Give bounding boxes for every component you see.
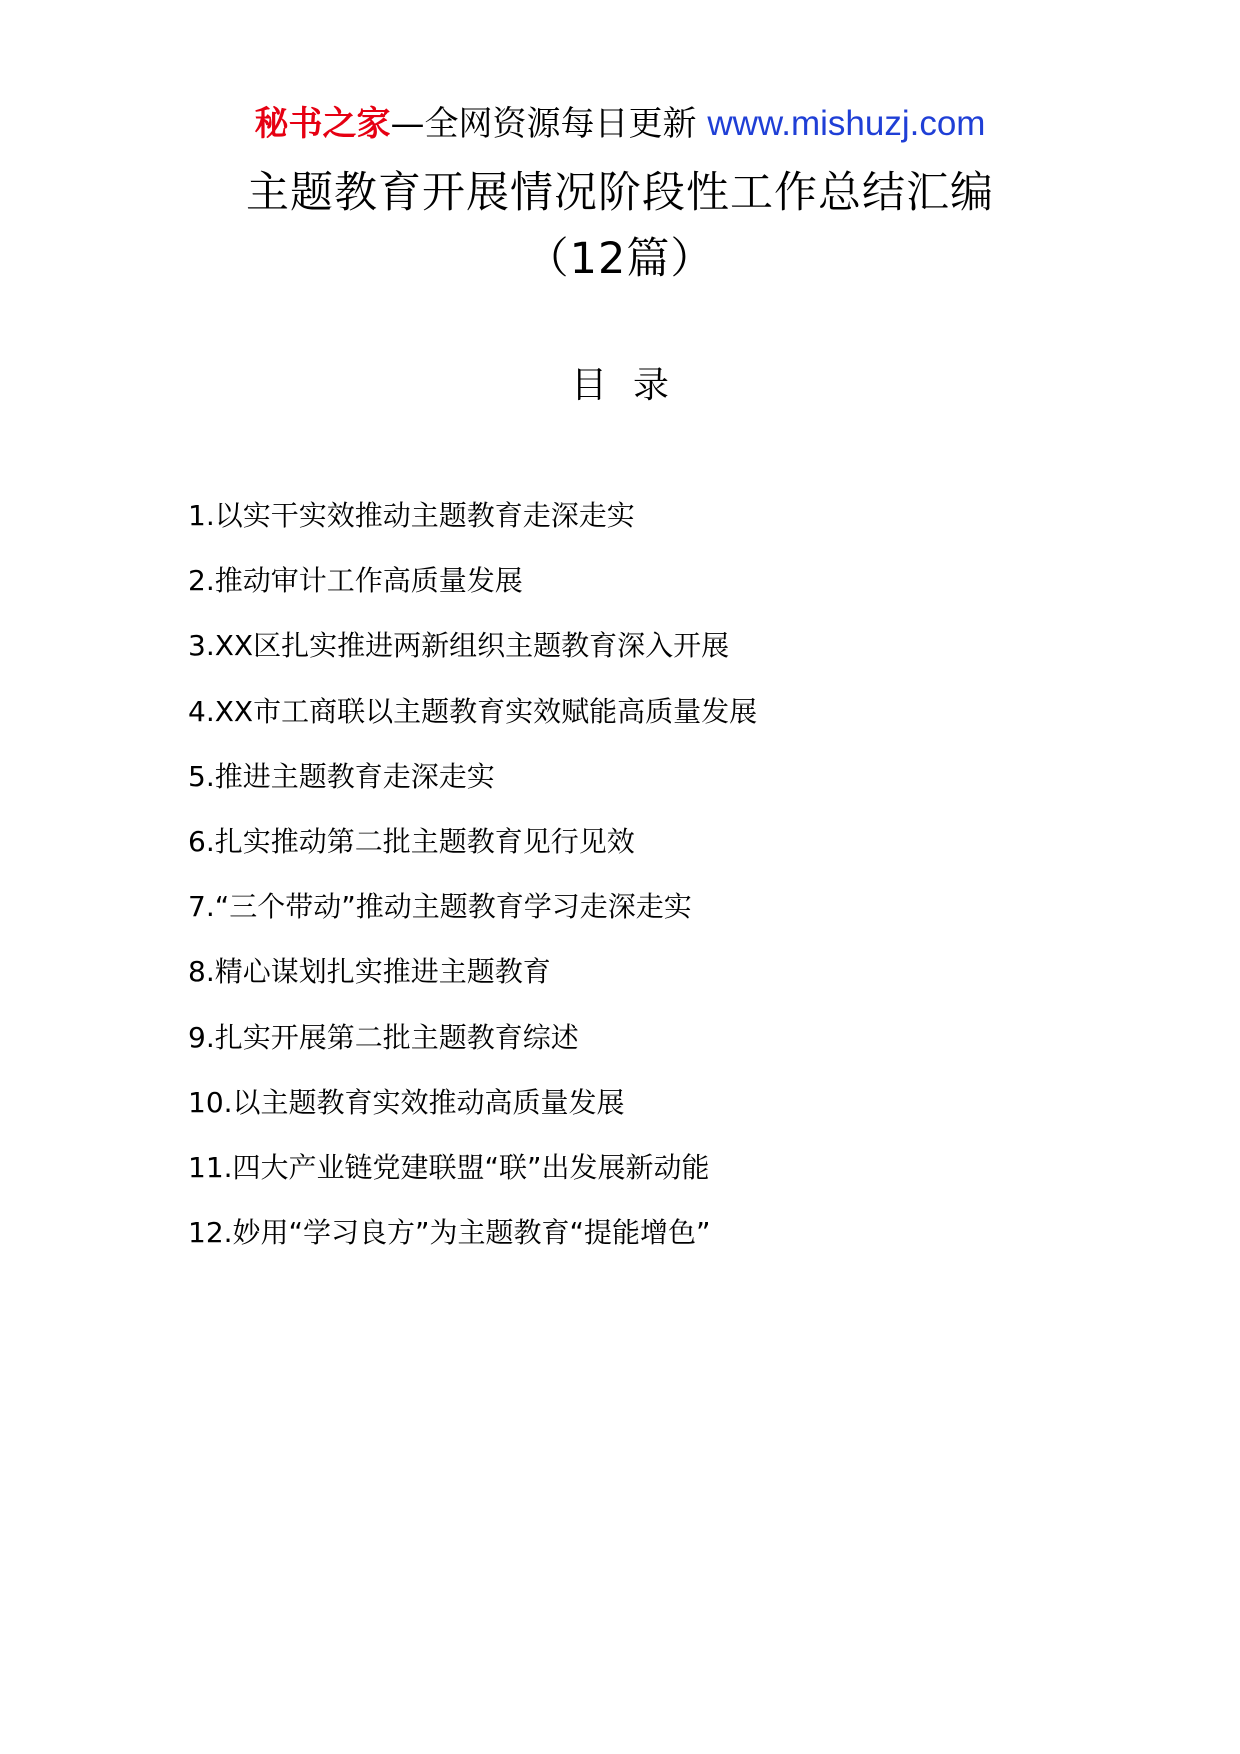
toc-item: 2.推动审计工作高质量发展 [188,564,523,598]
toc-item: 5.推进主题教育走深走实 [188,759,495,793]
toc-item: 11.四大产业链党建联盟“联”出发展新动能 [188,1150,710,1184]
toc-item: 1.以实干实效推动主题教育走深走实 [188,499,635,532]
header-banner [0,100,1240,148]
brand-name: 秘书之家 [254,104,391,144]
brand-slogan: —全网资源每日更新 [390,104,697,144]
toc-item: 6.扎实推动第二批主题教育见行见效 [188,824,635,858]
toc-item: 4.XX市工商联以主题教育实效赋能高质量发展 [188,694,758,728]
toc-item: 3.XX区扎实推进两新组织主题教育深入开展 [188,629,730,663]
site-url[interactable]: www.mishuzj.com [707,104,986,143]
toc-item: 7.“三个带动”推动主题教育学习走深走实 [188,890,692,924]
toc-item: 8.精心谋划扎实推进主题教育 [188,955,551,989]
toc-item: 10.以主题教育实效推动高质量发展 [188,1085,625,1119]
toc-item: 12.妙用“学习良方”为主题教育“提能增色” [188,1216,711,1250]
document-title: 主题教育开展情况阶段性工作总结汇编（12篇） [246,168,994,284]
toc-item: 9.扎实开展第二批主题教育综述 [188,1020,579,1054]
table-of-contents [188,496,757,1278]
toc-heading: 目录 [570,365,695,406]
